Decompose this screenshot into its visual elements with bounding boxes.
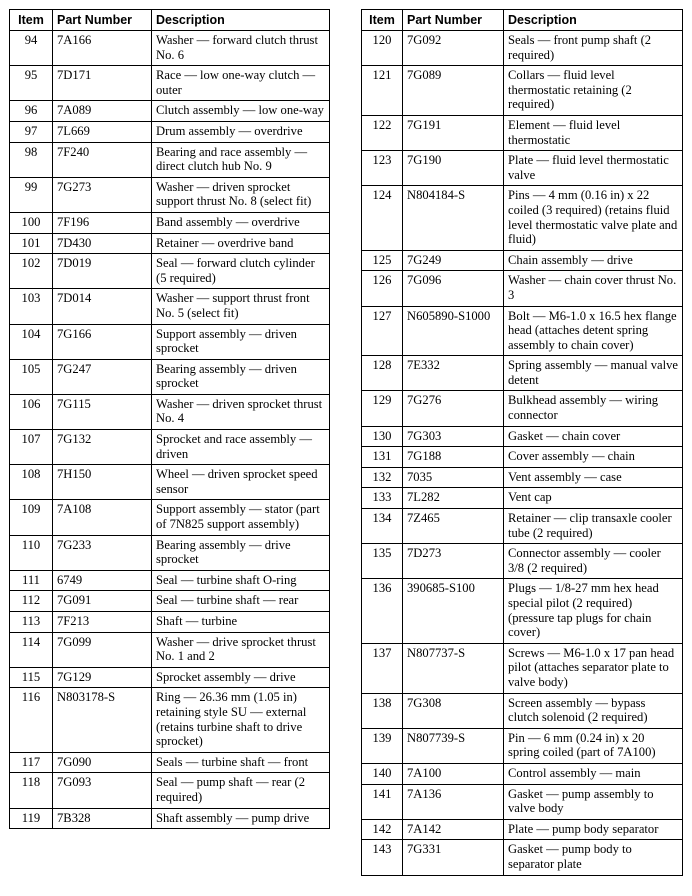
item-cell: 114 xyxy=(10,632,53,667)
table-row xyxy=(362,819,683,840)
description-cell: Bulkhead assembly — wiring connector xyxy=(504,391,683,426)
description-cell: Ring — 26.36 mm (1.05 in) retaining style SU — external (retains turbine shaft to drive sprocket) xyxy=(152,688,330,752)
item-cell: 126 xyxy=(362,271,403,306)
table-row xyxy=(362,840,683,875)
item-cell: 127 xyxy=(362,306,403,356)
table-row xyxy=(362,447,683,468)
part-number-cell: 7G303 xyxy=(403,426,504,447)
part-number-cell: N803178-S xyxy=(53,688,152,752)
table-row xyxy=(362,271,683,306)
description-cell: Vent assembly — case xyxy=(504,467,683,488)
description-cell: Band assembly — overdrive xyxy=(152,212,330,233)
part-number-cell: 7A108 xyxy=(53,500,152,535)
part-number-cell: 7A136 xyxy=(403,784,504,819)
part-number-cell: 7L282 xyxy=(403,488,504,509)
description-cell: Pin — 6 mm (0.24 in) x 20 spring coiled (part of 7A100) xyxy=(504,728,683,763)
table-row xyxy=(10,465,330,500)
table-row xyxy=(362,426,683,447)
part-number-cell: 7G090 xyxy=(53,752,152,773)
header-description: Description xyxy=(152,10,330,31)
item-cell: 119 xyxy=(10,808,53,829)
item-cell: 104 xyxy=(10,324,53,359)
table-row xyxy=(362,151,683,186)
table-row xyxy=(362,31,683,66)
header-description: Description xyxy=(504,10,683,31)
table-row xyxy=(10,752,330,773)
table-row xyxy=(10,233,330,254)
part-number-cell: 7G249 xyxy=(403,250,504,271)
description-cell: Spring assembly — manual valve detent xyxy=(504,356,683,391)
table-row xyxy=(362,488,683,509)
part-number-cell: N807737-S xyxy=(403,643,504,693)
item-cell: 128 xyxy=(362,356,403,391)
description-cell: Seals — front pump shaft (2 required) xyxy=(504,31,683,66)
description-cell: Vent cap xyxy=(504,488,683,509)
description-cell: Connector assembly — cooler 3/8 (2 required) xyxy=(504,544,683,579)
table-row xyxy=(10,324,330,359)
item-cell: 99 xyxy=(10,177,53,212)
table-row xyxy=(10,254,330,289)
description-cell: Seal — turbine shaft — rear xyxy=(152,591,330,612)
part-number-cell: 7A089 xyxy=(53,101,152,122)
part-number-cell: 7G233 xyxy=(53,535,152,570)
table-row xyxy=(10,591,330,612)
description-cell: Race — low one-way clutch — outer xyxy=(152,66,330,101)
description-cell: Bearing assembly — drive sprocket xyxy=(152,535,330,570)
part-number-cell: 7E332 xyxy=(403,356,504,391)
header-part-number: Part Number xyxy=(403,10,504,31)
item-cell: 130 xyxy=(362,426,403,447)
part-number-cell: 6749 xyxy=(53,570,152,591)
description-cell: Clutch assembly — low one-way xyxy=(152,101,330,122)
table-row xyxy=(10,177,330,212)
item-cell: 138 xyxy=(362,693,403,728)
item-cell: 129 xyxy=(362,391,403,426)
item-cell: 97 xyxy=(10,121,53,142)
table-row xyxy=(10,535,330,570)
part-number-cell: 7G099 xyxy=(53,632,152,667)
table-row xyxy=(362,693,683,728)
description-cell: Collars — fluid level thermostatic retaining (2 required) xyxy=(504,66,683,116)
item-cell: 124 xyxy=(362,186,403,250)
table-row xyxy=(10,66,330,101)
description-cell: Retainer — overdrive band xyxy=(152,233,330,254)
item-cell: 112 xyxy=(10,591,53,612)
part-number-cell: 7G089 xyxy=(403,66,504,116)
part-number-cell: 390685-S100 xyxy=(403,579,504,643)
part-number-cell: 7D171 xyxy=(53,66,152,101)
item-cell: 109 xyxy=(10,500,53,535)
part-number-cell: 7A142 xyxy=(403,819,504,840)
description-cell: Washer — driven sprocket thrust No. 4 xyxy=(152,394,330,429)
item-cell: 100 xyxy=(10,212,53,233)
part-number-cell: 7G190 xyxy=(403,151,504,186)
part-number-cell: 7G092 xyxy=(403,31,504,66)
description-cell: Retainer — clip transaxle cooler tube (2 required) xyxy=(504,509,683,544)
item-cell: 102 xyxy=(10,254,53,289)
item-cell: 96 xyxy=(10,101,53,122)
part-number-cell: 7F213 xyxy=(53,612,152,633)
table-row xyxy=(362,306,683,356)
table-row xyxy=(362,250,683,271)
table-row xyxy=(362,509,683,544)
header-item: Item xyxy=(362,10,403,31)
item-cell: 107 xyxy=(10,430,53,465)
description-cell: Washer — drive sprocket thrust No. 1 and 2 xyxy=(152,632,330,667)
table-row xyxy=(10,121,330,142)
table-row xyxy=(10,212,330,233)
table-row xyxy=(10,612,330,633)
item-cell: 117 xyxy=(10,752,53,773)
description-cell: Sprocket and race assembly — driven xyxy=(152,430,330,465)
description-cell: Sprocket assembly — drive xyxy=(152,667,330,688)
item-cell: 108 xyxy=(10,465,53,500)
item-cell: 142 xyxy=(362,819,403,840)
part-number-cell: 7D430 xyxy=(53,233,152,254)
header-row xyxy=(362,10,683,31)
part-number-cell: 7D273 xyxy=(403,544,504,579)
part-number-cell: N807739-S xyxy=(403,728,504,763)
item-cell: 103 xyxy=(10,289,53,324)
part-number-cell: 7G115 xyxy=(53,394,152,429)
table-row xyxy=(10,430,330,465)
table-row xyxy=(10,688,330,752)
item-cell: 115 xyxy=(10,667,53,688)
table-row xyxy=(362,784,683,819)
table-row xyxy=(10,667,330,688)
table-row xyxy=(10,808,330,829)
table-row xyxy=(362,115,683,150)
description-cell: Washer — forward clutch thrust No. 6 xyxy=(152,31,330,66)
description-cell: Plugs — 1/8-27 mm hex head special pilot (2 required) (pressure tap plugs for chain cover) xyxy=(504,579,683,643)
part-number-cell: 7G247 xyxy=(53,359,152,394)
item-cell: 141 xyxy=(362,784,403,819)
description-cell: Bolt — M6-1.0 x 16.5 hex flange head (attaches detent spring assembly to chain cover) xyxy=(504,306,683,356)
part-number-cell: 7A100 xyxy=(403,763,504,784)
item-cell: 106 xyxy=(10,394,53,429)
item-cell: 125 xyxy=(362,250,403,271)
part-number-cell: 7F240 xyxy=(53,142,152,177)
part-number-cell: 7G191 xyxy=(403,115,504,150)
description-cell: Bearing assembly — driven sprocket xyxy=(152,359,330,394)
item-cell: 95 xyxy=(10,66,53,101)
item-cell: 137 xyxy=(362,643,403,693)
part-number-cell: 7D019 xyxy=(53,254,152,289)
item-cell: 120 xyxy=(362,31,403,66)
part-number-cell: 7G096 xyxy=(403,271,504,306)
part-number-cell: 7G188 xyxy=(403,447,504,468)
part-number-cell: N605890-S1000 xyxy=(403,306,504,356)
item-cell: 143 xyxy=(362,840,403,875)
header-row xyxy=(10,10,330,31)
item-cell: 139 xyxy=(362,728,403,763)
item-cell: 121 xyxy=(362,66,403,116)
item-cell: 116 xyxy=(10,688,53,752)
part-number-cell: 7G308 xyxy=(403,693,504,728)
description-cell: Cover assembly — chain xyxy=(504,447,683,468)
description-cell: Washer — chain cover thrust No. 3 xyxy=(504,271,683,306)
table-row xyxy=(362,66,683,116)
description-cell: Gasket — pump body to separator plate xyxy=(504,840,683,875)
item-cell: 113 xyxy=(10,612,53,633)
description-cell: Control assembly — main xyxy=(504,763,683,784)
part-number-cell: 7D014 xyxy=(53,289,152,324)
part-number-cell: 7A166 xyxy=(53,31,152,66)
item-cell: 123 xyxy=(362,151,403,186)
item-cell: 105 xyxy=(10,359,53,394)
table-row xyxy=(10,101,330,122)
item-cell: 132 xyxy=(362,467,403,488)
part-number-cell: 7Z465 xyxy=(403,509,504,544)
description-cell: Screws — M6-1.0 x 17 pan head pilot (attaches separator plate to valve body) xyxy=(504,643,683,693)
item-cell: 134 xyxy=(362,509,403,544)
item-cell: 94 xyxy=(10,31,53,66)
table-row xyxy=(10,773,330,808)
item-cell: 135 xyxy=(362,544,403,579)
table-row xyxy=(10,142,330,177)
item-cell: 98 xyxy=(10,142,53,177)
table-row xyxy=(10,632,330,667)
description-cell: Gasket — chain cover xyxy=(504,426,683,447)
table-row xyxy=(362,467,683,488)
part-number-cell: 7G331 xyxy=(403,840,504,875)
description-cell: Pins — 4 mm (0.16 in) x 22 coiled (3 required) (retains fluid level thermostatic valve plate and fluid) xyxy=(504,186,683,250)
part-number-cell: 7G166 xyxy=(53,324,152,359)
description-cell: Shaft — turbine xyxy=(152,612,330,633)
item-cell: 133 xyxy=(362,488,403,509)
part-number-cell: 7F196 xyxy=(53,212,152,233)
part-number-cell: 7G132 xyxy=(53,430,152,465)
part-number-cell: 7G276 xyxy=(403,391,504,426)
item-cell: 140 xyxy=(362,763,403,784)
description-cell: Bearing and race assembly — direct clutch hub No. 9 xyxy=(152,142,330,177)
table-row xyxy=(362,763,683,784)
description-cell: Shaft assembly — pump drive xyxy=(152,808,330,829)
item-cell: 136 xyxy=(362,579,403,643)
table-row xyxy=(362,728,683,763)
description-cell: Screen assembly — bypass clutch solenoid (2 required) xyxy=(504,693,683,728)
table-row xyxy=(362,579,683,643)
description-cell: Washer — support thrust front No. 5 (select fit) xyxy=(152,289,330,324)
table-row xyxy=(10,394,330,429)
part-number-cell: N804184-S xyxy=(403,186,504,250)
description-cell: Seals — turbine shaft — front xyxy=(152,752,330,773)
description-cell: Seal — pump shaft — rear (2 required) xyxy=(152,773,330,808)
table-row xyxy=(362,544,683,579)
parts-table-left xyxy=(9,9,330,829)
part-number-cell: 7G093 xyxy=(53,773,152,808)
part-number-cell: 7H150 xyxy=(53,465,152,500)
header-item: Item xyxy=(10,10,53,31)
description-cell: Wheel — driven sprocket speed sensor xyxy=(152,465,330,500)
part-number-cell: 7G129 xyxy=(53,667,152,688)
parts-table-right xyxy=(361,9,683,876)
table-row xyxy=(10,31,330,66)
description-cell: Gasket — pump assembly to valve body xyxy=(504,784,683,819)
part-number-cell: 7G273 xyxy=(53,177,152,212)
description-cell: Seal — turbine shaft O-ring xyxy=(152,570,330,591)
description-cell: Plate — pump body separator xyxy=(504,819,683,840)
description-cell: Support assembly — driven sprocket xyxy=(152,324,330,359)
table-row xyxy=(362,391,683,426)
item-cell: 122 xyxy=(362,115,403,150)
table-row xyxy=(362,356,683,391)
description-cell: Drum assembly — overdrive xyxy=(152,121,330,142)
description-cell: Plate — fluid level thermostatic valve xyxy=(504,151,683,186)
header-part-number: Part Number xyxy=(53,10,152,31)
description-cell: Seal — forward clutch cylinder (5 required) xyxy=(152,254,330,289)
part-number-cell: 7L669 xyxy=(53,121,152,142)
item-cell: 101 xyxy=(10,233,53,254)
table-row xyxy=(10,500,330,535)
item-cell: 111 xyxy=(10,570,53,591)
description-cell: Washer — driven sprocket support thrust No. 8 (select fit) xyxy=(152,177,330,212)
item-cell: 118 xyxy=(10,773,53,808)
part-number-cell: 7G091 xyxy=(53,591,152,612)
part-number-cell: 7035 xyxy=(403,467,504,488)
description-cell: Chain assembly — drive xyxy=(504,250,683,271)
item-cell: 131 xyxy=(362,447,403,468)
table-row xyxy=(362,643,683,693)
table-row xyxy=(10,570,330,591)
table-row xyxy=(10,289,330,324)
description-cell: Element — fluid level thermostatic xyxy=(504,115,683,150)
table-row xyxy=(10,359,330,394)
part-number-cell: 7B328 xyxy=(53,808,152,829)
table-row xyxy=(362,186,683,250)
description-cell: Support assembly — stator (part of 7N825 support assembly) xyxy=(152,500,330,535)
item-cell: 110 xyxy=(10,535,53,570)
